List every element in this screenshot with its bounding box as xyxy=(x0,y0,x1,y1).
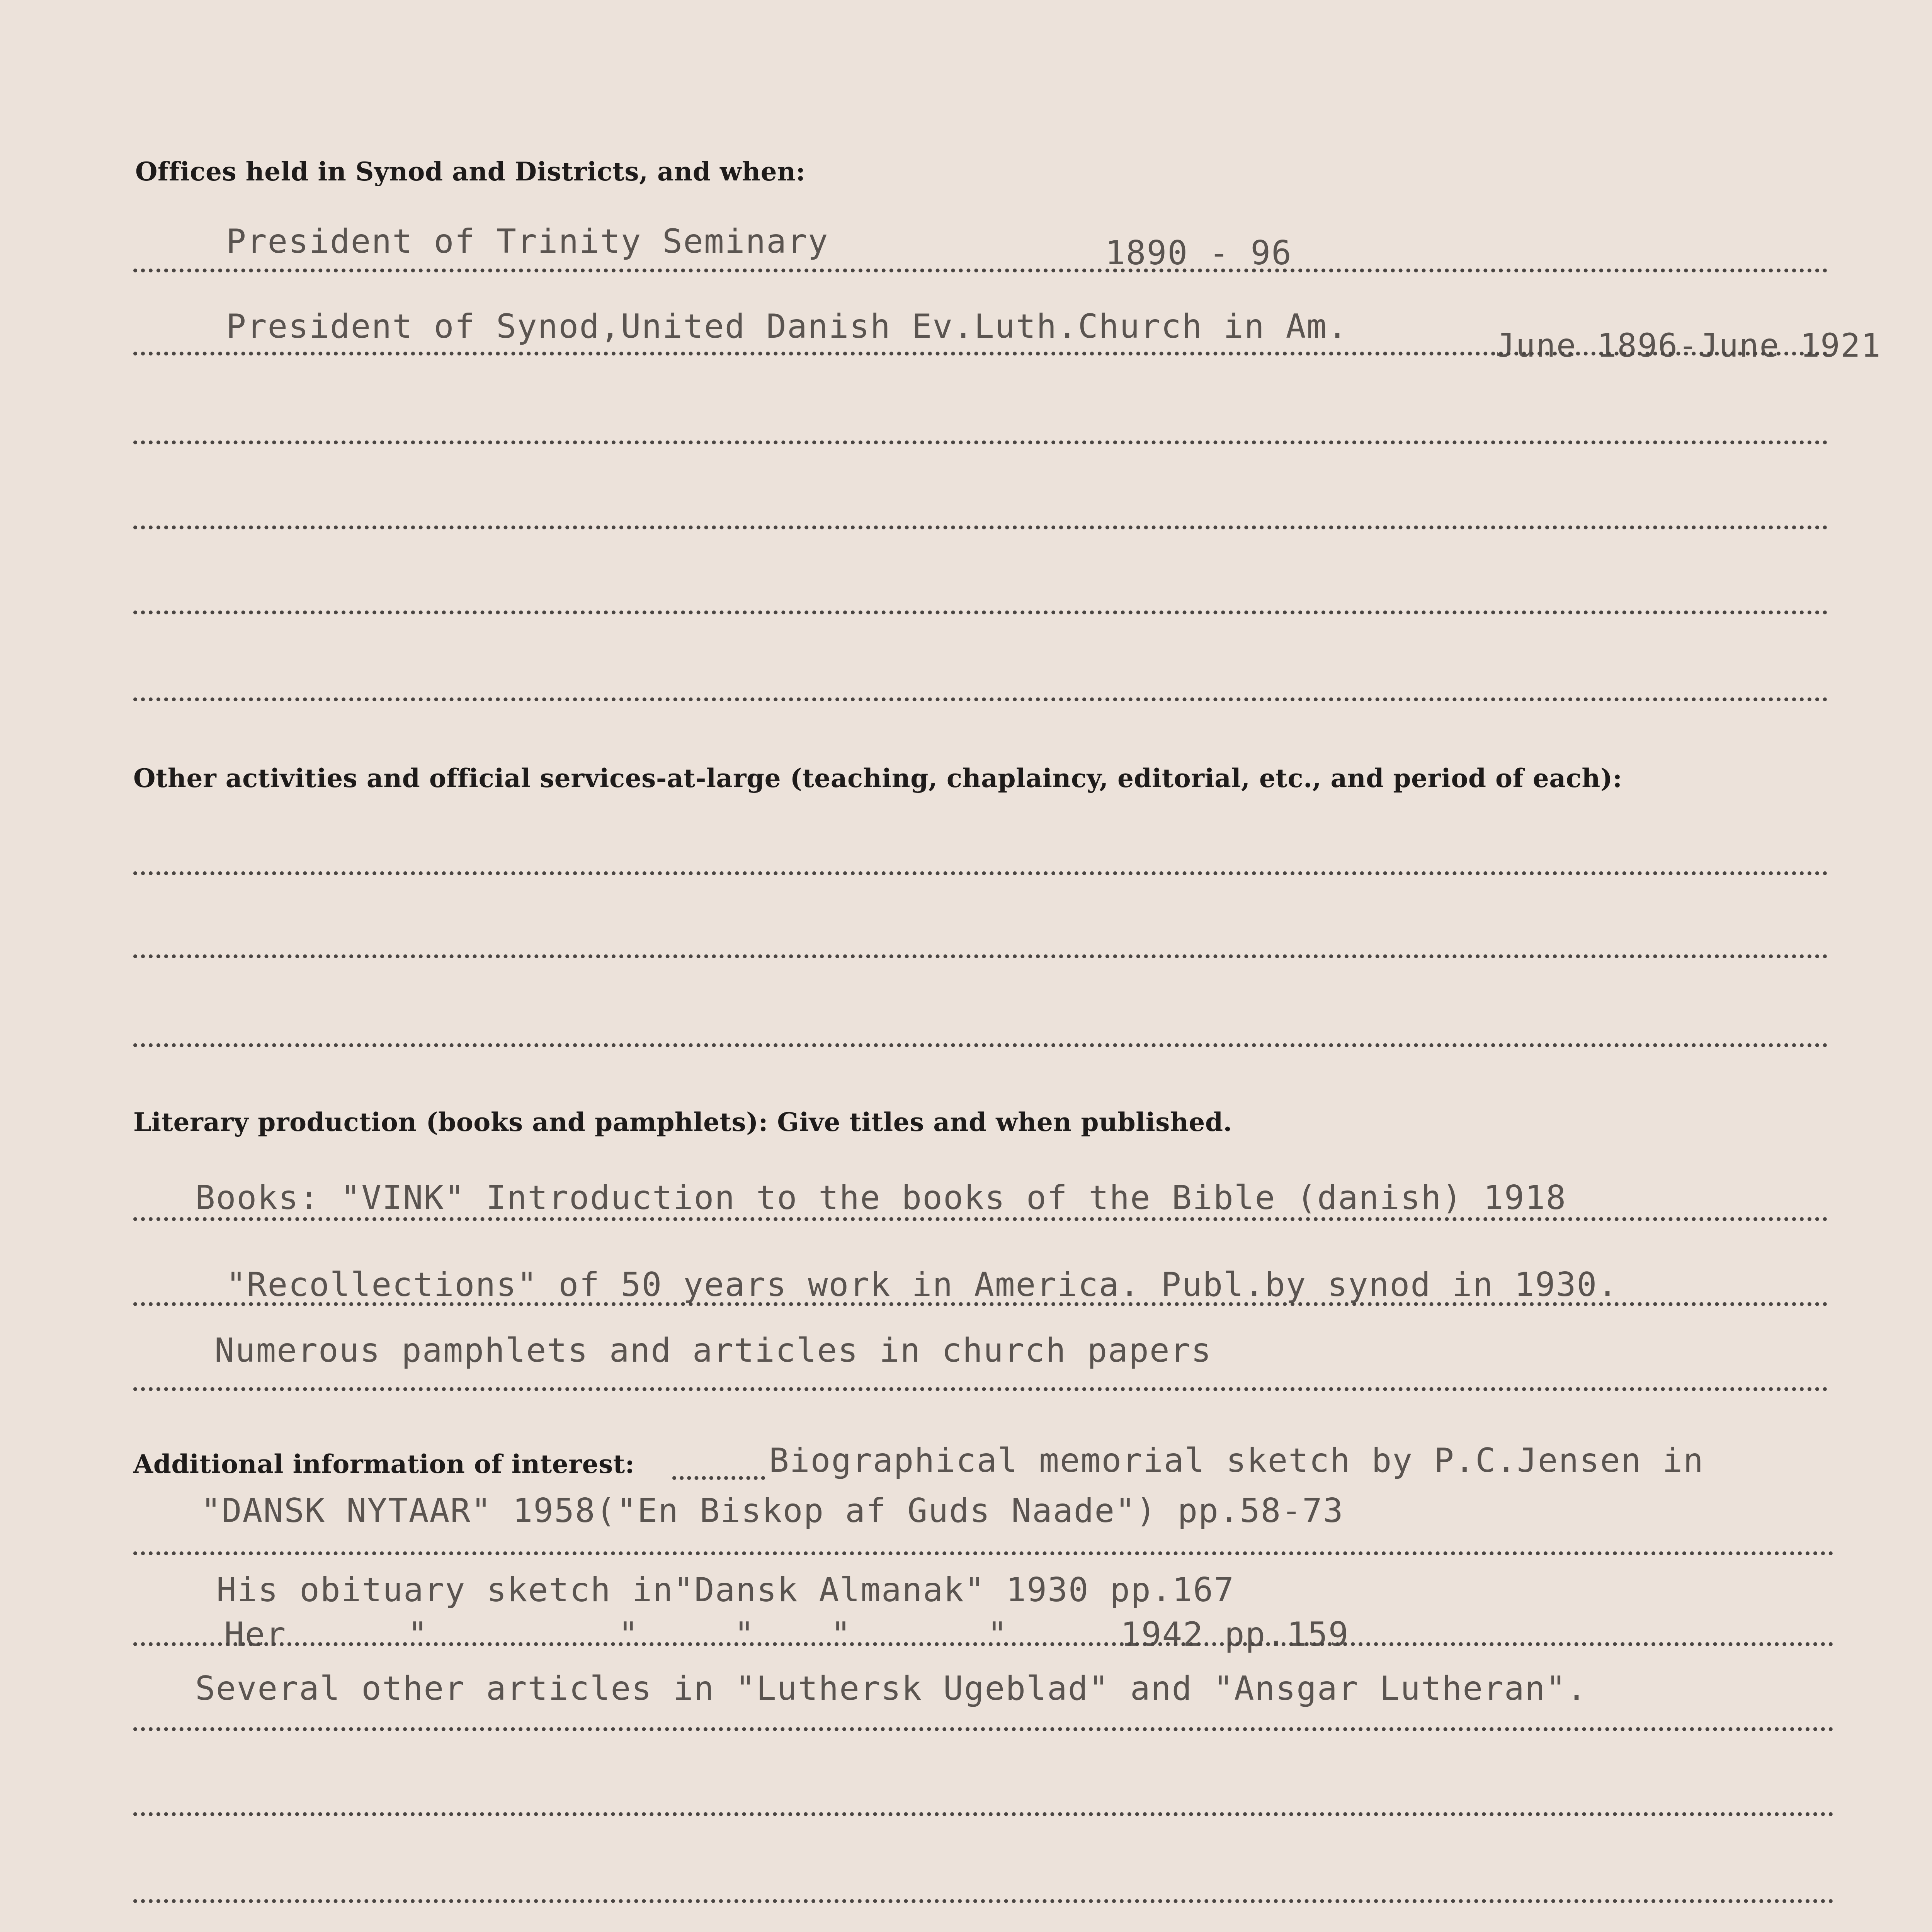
additional-entry-5: 1942 pp.159 xyxy=(1121,1615,1349,1654)
additional-entry-1: Biographical memorial sketch by P.C.Jensen in xyxy=(769,1441,1704,1480)
additional-line-2[interactable] xyxy=(133,1642,1833,1646)
additional-line-3[interactable] xyxy=(133,1727,1833,1731)
office-line-5[interactable] xyxy=(133,611,1828,614)
office-line-6[interactable] xyxy=(133,697,1828,701)
activities-line-3[interactable] xyxy=(133,1043,1828,1047)
literary-entry-1: Books: "VINK" Introduction to the books of the Bible (danish) 1918 xyxy=(195,1179,1567,1217)
additional-line-5[interactable] xyxy=(133,1899,1833,1903)
offices-label: Offices held in Synod and Districts, and when: xyxy=(135,156,806,187)
additional-entry-6: Several other articles in "Luthersk Ugeblad" and "Ansgar Lutheran". xyxy=(195,1669,1588,1708)
office-line-1[interactable] xyxy=(133,269,1828,272)
activities-line-2[interactable] xyxy=(133,954,1828,958)
ditto-mark-4: " xyxy=(831,1615,852,1654)
literary-line-1[interactable] xyxy=(133,1217,1828,1221)
activities-line-1[interactable] xyxy=(133,871,1828,875)
additional-entry-4: Her xyxy=(224,1615,287,1654)
literary-line-3[interactable] xyxy=(133,1387,1828,1391)
office-entry-2-period: June 1896-June 1921 xyxy=(1495,327,1881,364)
ditto-mark-3: " xyxy=(734,1615,755,1654)
office-line-4[interactable] xyxy=(133,526,1828,529)
ditto-mark-1: " xyxy=(408,1615,429,1654)
office-entry-1-text: President of Trinity Seminary xyxy=(226,222,829,261)
additional-line-4[interactable] xyxy=(133,1812,1833,1816)
additional-line-1[interactable] xyxy=(133,1551,1833,1555)
literary-entry-2: "Recollections" of 50 years work in America. Publ.by synod in 1930. xyxy=(226,1265,1619,1304)
additional-leader-dots xyxy=(672,1476,765,1480)
other-activities-label: Other activities and official services-at-large (teaching, chaplaincy, editorial, etc., and period of each): xyxy=(133,763,1622,793)
literary-line-2[interactable] xyxy=(133,1302,1828,1306)
office-line-2[interactable] xyxy=(133,352,1828,355)
additional-entry-3: His obituary sketch in"Dansk Almanak" 1930 pp.167 xyxy=(216,1571,1235,1609)
office-entry-2-text: President of Synod,United Danish Ev.Luth.Church in Am. xyxy=(226,307,1348,346)
office-entry-1-period: 1890 - 96 xyxy=(1105,234,1292,272)
literary-entry-3: Numerous pamphlets and articles in church papers xyxy=(214,1331,1212,1370)
ditto-mark-2: " xyxy=(618,1615,639,1654)
ditto-mark-5: " xyxy=(987,1615,1008,1654)
literary-label: Literary production (books and pamphlets): Give titles and when published. xyxy=(133,1107,1233,1137)
additional-entry-2: "DANSK NYTAAR" 1958("En Biskop af Guds Naade") pp.58-73 xyxy=(201,1492,1344,1530)
additional-label: Additional information of interest: xyxy=(133,1449,635,1479)
office-line-3[interactable] xyxy=(133,440,1828,444)
